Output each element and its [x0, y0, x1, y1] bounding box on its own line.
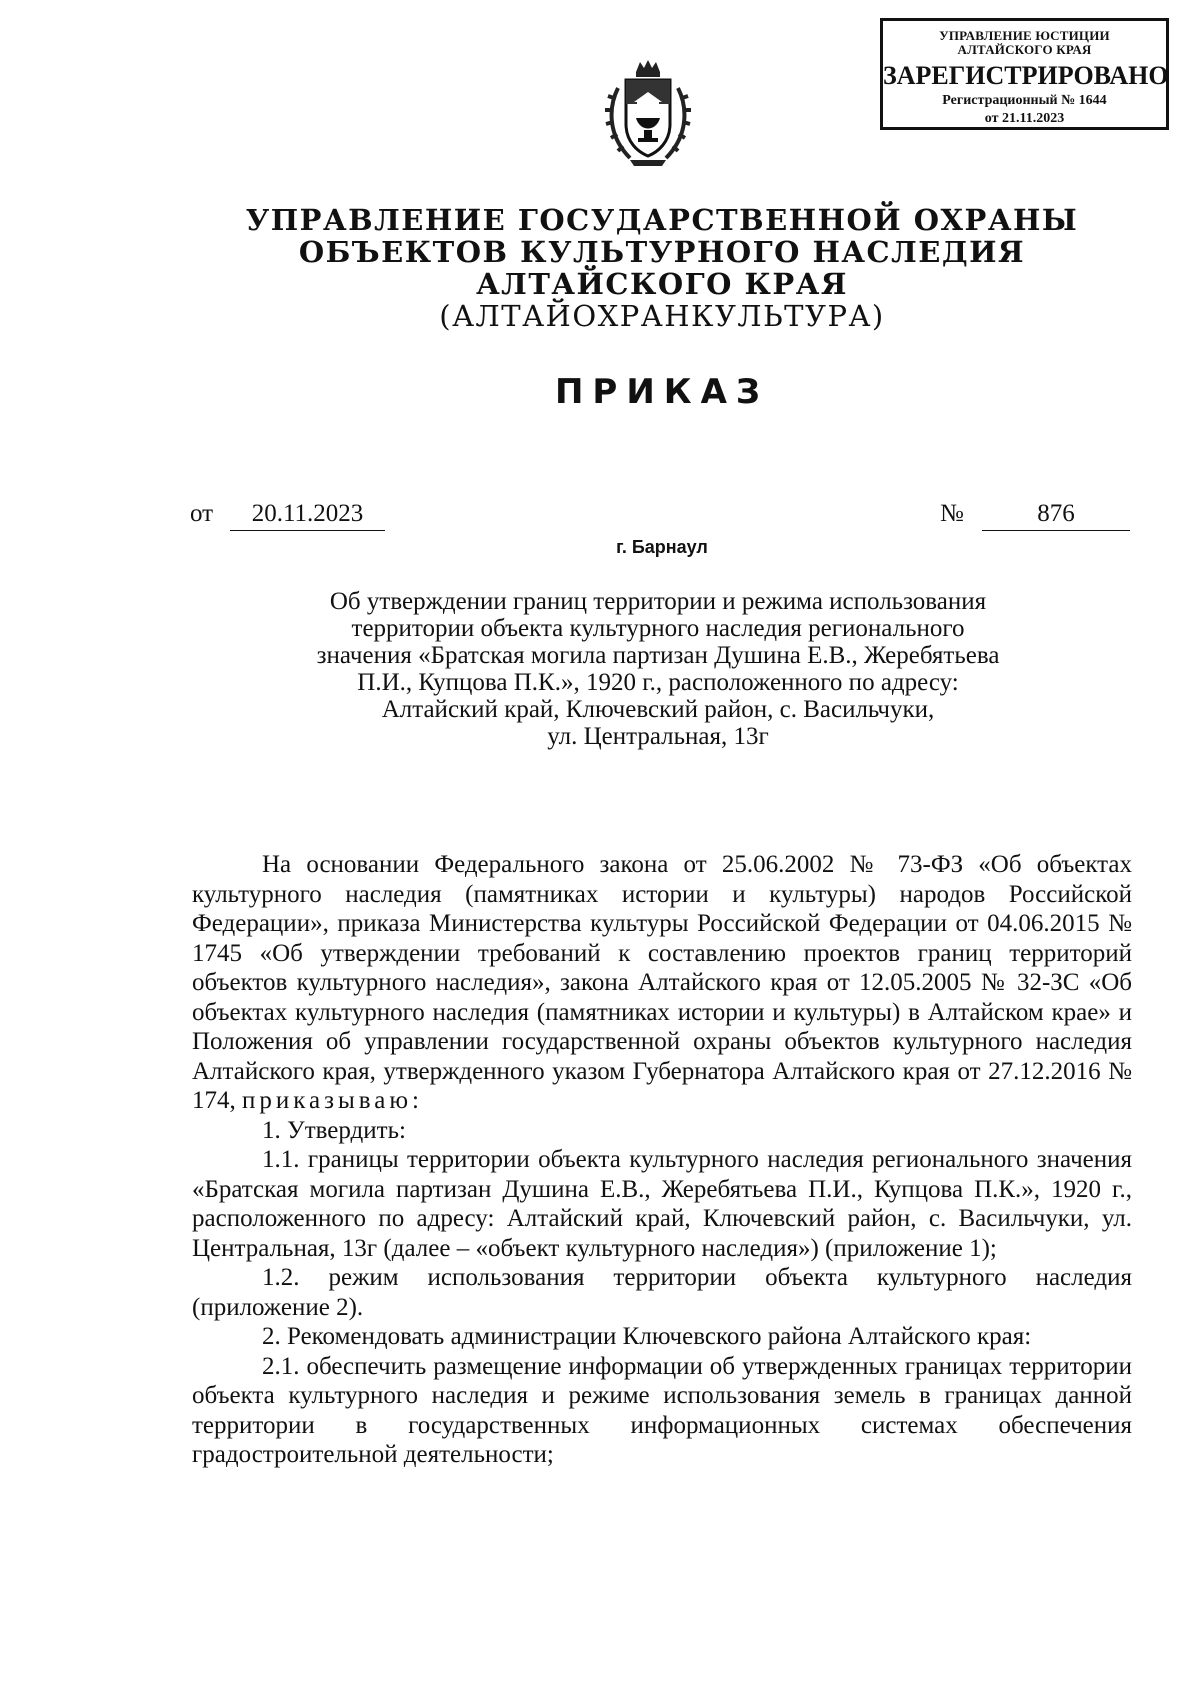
- stamp-status: ЗАРЕГИСТРИРОВАНО: [883, 61, 1169, 90]
- date-prefix: от: [190, 500, 214, 527]
- item-1: 1. Утвердить:: [262, 1116, 406, 1144]
- agency-name: [200, 204, 1124, 332]
- stamp-reg-number: Регистрационный № 1644: [942, 93, 1107, 108]
- document-type: ПРИКАЗ: [554, 372, 770, 412]
- stamp-org-line1: УПРАВЛЕНИЕ ЮСТИЦИИ: [939, 28, 1110, 43]
- registration-stamp: [880, 18, 1169, 130]
- number-prefix: №: [940, 500, 964, 527]
- preamble-paragraph: [192, 850, 1132, 1116]
- stamp-reg-date: от 21.11.2023: [984, 111, 1065, 126]
- agency-line-3: АЛТАЙСКОГО КРАЯ: [476, 267, 848, 301]
- document-date: 20.11.2023: [230, 500, 385, 531]
- agency-line-2: ОБЪЕКТОВ КУЛЬТУРНОГО НАСЛЕДИЯ: [298, 235, 1026, 269]
- subject-line-5: Алтайский край, Ключевский район, с. Васильчуки,: [381, 696, 935, 723]
- order-word: приказываю:: [242, 1087, 423, 1114]
- agency-short-name: (АЛТАЙОХРАНКУЛЬТУРА): [439, 299, 885, 333]
- document-subject: [248, 588, 1068, 750]
- agency-line-1: УПРАВЛЕНИЕ ГОСУДАРСТВЕННОЙ ОХРАНЫ: [245, 203, 1079, 237]
- document-body: [192, 850, 1132, 1470]
- item-1-1: 1.1. границы территории объекта культурного наследия регионального значения «Братская могила партизан Душина Е.В., Жеребятьева П.И., Купцова П.К.», 1920 г., расположенного по адресу: Алтайский край, Ключевский район, с. Васильчуки, ул. Центральная, 13г (далее – «объект культурного наследия») (приложение 1);: [192, 1146, 1132, 1262]
- stamp-org-line2: АЛТАЙСКОГО КРАЯ: [957, 42, 1092, 57]
- city: г. Барнаул: [616, 537, 708, 557]
- stamp-org: [883, 29, 1166, 57]
- document-number: 876: [982, 500, 1130, 531]
- item-2: 2. Рекомендовать администрации Ключевского района Алтайского края:: [262, 1323, 1032, 1350]
- preamble-text: На основании Федерального закона от 25.06.2002 № 73-ФЗ «Об объектах культурного наследия (памятниках истории и культуры) народов Российской Федерации», приказа Министерства культуры Российской Федерации от 04.06.2015 № 1745 «Об утверждении требований к составлению проектов границ территорий объектов культурного наследия», закона Алтайского края от 12.05.2005 № 32-ЗС «Об объектах культурного наследия (памятниках истории и культуры) в Алтайском крае» и Положения об управлении государственной охраны объектов культурного наследия Алтайского края, утвержденного указом Губернатора Алтайского края от 27.12.2016 № 174,: [192, 851, 1132, 1114]
- item-2-1: 2.1. обеспечить размещение информации об утвержденных границах территории объекта культурного наследия и режиме использования земель в границах данной территории в государственных информационных системах обеспечения градостроительной деятельности;: [192, 1352, 1132, 1468]
- coat-of-arms-icon: [600, 58, 696, 170]
- subject-line-1: Об утверждении границ территории и режима использования: [329, 588, 987, 615]
- item-1-2: 1.2. режим использования территории объекта культурного наследия (приложение 2).: [192, 1264, 1132, 1321]
- subject-line-2: территории объекта культурного наследия регионального: [351, 615, 965, 642]
- subject-line-3: значения «Братская могила партизан Душина Е.В., Жеребятьева: [316, 642, 1000, 669]
- subject-line-6: ул. Центральная, 13г: [547, 723, 769, 750]
- subject-line-4: П.И., Купцова П.К.», 1920 г., расположенного по адресу:: [357, 669, 959, 696]
